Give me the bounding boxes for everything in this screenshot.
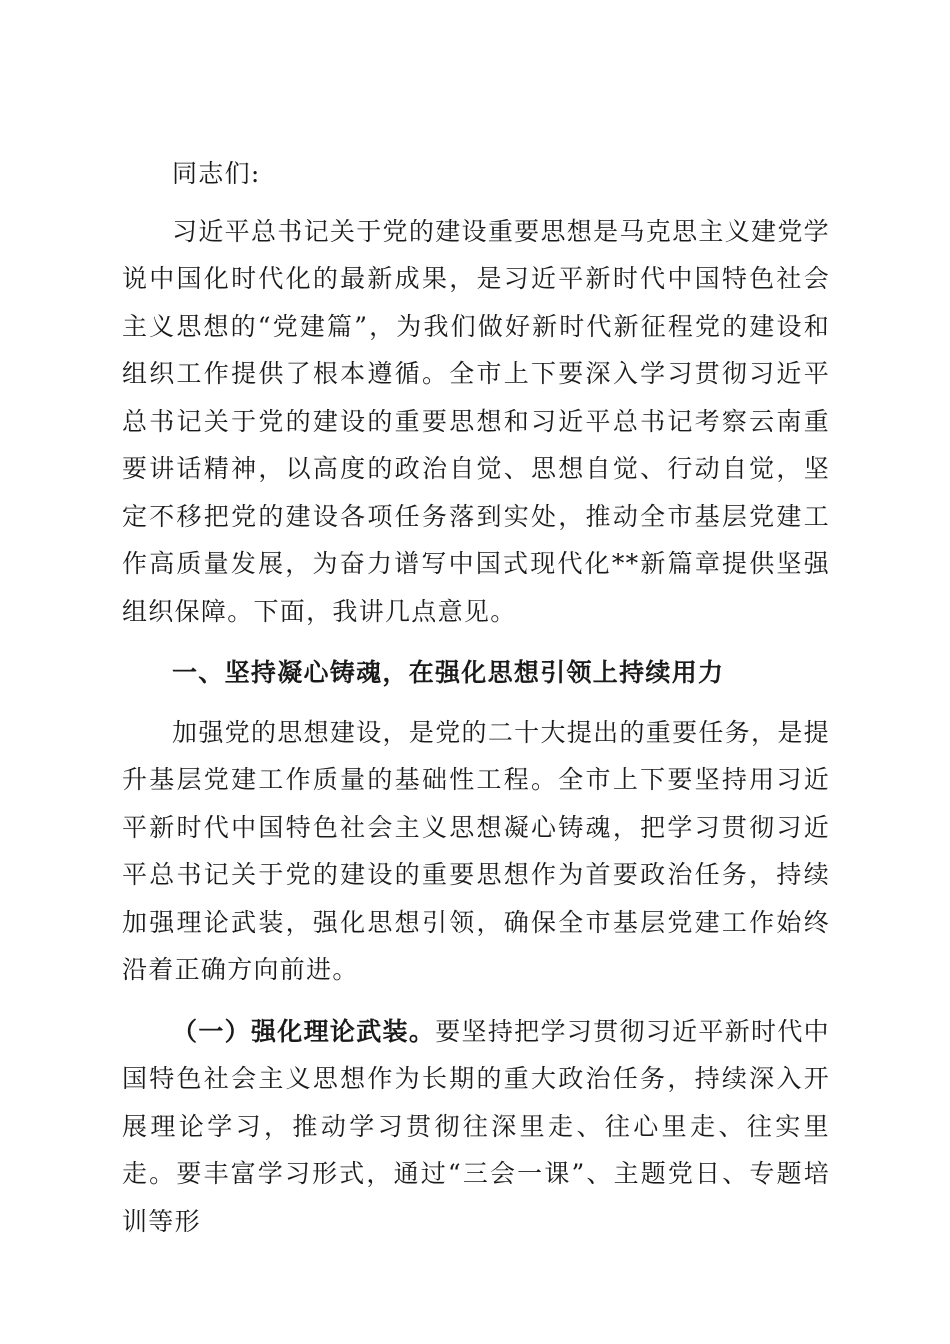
subsection-text: 要坚持把学习贯彻习近平新时代中国特色社会主义思想作为长期的重大政治任务，持续深入开展理论学习，推动学习贯彻往深里走、往心里走、往实里走。要丰富学习形式，通过“三会一课”、主题党日、专题培训等形 — [122, 1016, 830, 1236]
subsection-paragraph — [122, 1008, 830, 1246]
section-heading: 一、坚持凝心铸魂，在强化思想引领上持续用力 — [172, 658, 725, 687]
section-paragraph: 加强党的思想建设，是党的二十大提出的重要任务，是提升基层党建工作质量的基础性工程。全市上下要坚持用习近平新时代中国特色社会主义思想凝心铸魂，把学习贯彻习近平总书记关于党的建设的重要思想作为首要政治任务，持续加强理论武装，强化思想引领，确保全市基层党建工作始终沿着正确方向前进。 — [122, 717, 830, 984]
subsection-lead: （一）强化理论武装。 — [172, 1016, 436, 1046]
intro-paragraph: 习近平总书记关于党的建设重要思想是马克思主义建党学说中国化时代化的最新成果，是习近平新时代中国特色社会主义思想的“党建篇”，为我们做好新时代新征程党的建设和组织工作提供了根本遵循。全市上下要深入学习贯彻习近平总书记关于党的建设的重要思想和习近平总书记考察云南重要讲话精神，以高度的政治自觉、思想自觉、行动自觉，坚定不移把党的建设各项任务落到实处，推动全市基层党建工作高质量发展，为奋力谱写中国式现代化**新篇章提供坚强组织保障。下面，我讲几点意见。 — [122, 216, 830, 626]
salutation: 同志们: — [172, 159, 261, 188]
document-body — [122, 150, 830, 1259]
